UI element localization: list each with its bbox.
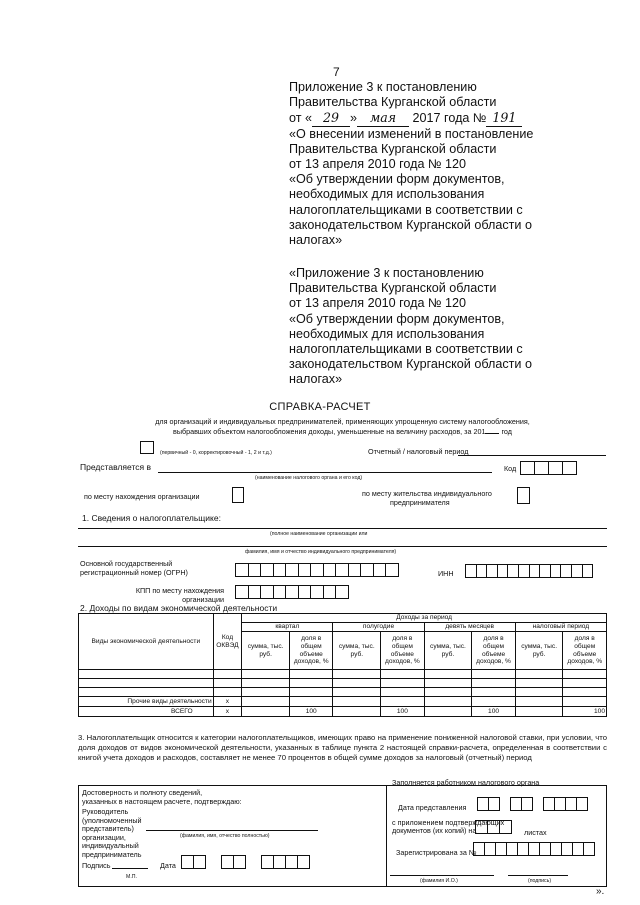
form-subtitle-2 [78, 427, 607, 436]
share-total: 100 [472, 707, 515, 717]
table-row-total [79, 707, 607, 717]
closing-quote: ». [596, 886, 605, 897]
ip-residence-line1: по месту жительства индивидуального [362, 489, 492, 498]
col-okved-header: Код ОКВЭД [213, 614, 242, 670]
digit-cell[interactable] [385, 563, 399, 577]
col-activity-header: Виды экономической деятельности [79, 614, 214, 670]
digit-cell[interactable] [335, 585, 349, 599]
section2-heading: 2. Доходы по видам экономической деятельности [80, 603, 278, 613]
correction-hint: (первичный - 0, корректировочный - 1, 2 и т.д.) [160, 450, 272, 456]
officer-sign-field[interactable] [508, 875, 568, 876]
digit-cell[interactable] [360, 563, 374, 577]
x-mark: x [213, 707, 242, 717]
head-line: (уполномоченный [82, 815, 142, 825]
share-total: 100 [563, 707, 607, 717]
header-line: Правительства Курганской области [289, 141, 497, 156]
header-line: «Об утверждении форм документов, [289, 172, 505, 187]
ip-name-hint: фамилия, имя и отчество индивидуального предпринимателя) [245, 549, 397, 555]
sub-share: доля в общем объеме доходов, % [472, 632, 515, 670]
digit-cell[interactable] [582, 564, 594, 578]
header-line: необходимых для использования [289, 326, 485, 341]
sub-share: доля в общем объеме доходов, % [381, 632, 424, 670]
authority-hint: (наименование налогового органа и его код) [255, 475, 363, 481]
header-line: «Об утверждении форм документов, [289, 311, 505, 326]
section1-heading: 1. Сведения о налогоплательщике: [82, 513, 221, 523]
head-line: представитель) [82, 824, 134, 833]
date-label: Дата [160, 861, 176, 870]
decree-header [289, 80, 619, 248]
header-line: законодательством Курганской области о [289, 217, 532, 232]
header-line: налогах» [289, 233, 343, 248]
digit-cell[interactable] [273, 563, 287, 577]
digit-cell[interactable] [260, 585, 274, 599]
sub-sum: сумма, тыс. руб. [515, 632, 563, 670]
registered-label: Зарегистрирована за № [396, 848, 477, 857]
appendix-header [289, 266, 619, 388]
head-line: организации, [82, 832, 126, 842]
digit-cell[interactable] [285, 585, 299, 599]
form-subtitle: для организаций и индивидуальных предпринимателей, применяющих упрощенную систему налогообложения, [155, 417, 530, 426]
attachments-label [392, 818, 505, 835]
ogrn-label [80, 559, 188, 577]
ip-residence-checkbox[interactable] [517, 487, 530, 504]
confirm-line1: Достоверность и полноту сведений, [82, 788, 203, 797]
head-line: индивидуальный [82, 841, 139, 850]
date-mid: » [350, 111, 358, 126]
fio-hint: (фамилия, имя, отчество полностью) [180, 833, 270, 839]
digit-cell[interactable] [285, 563, 299, 577]
header-line: «О внесении изменений в постановление [289, 126, 534, 141]
inn-cells[interactable] [466, 564, 593, 578]
share-total: 100 [289, 707, 332, 717]
kpp-cells[interactable] [236, 585, 349, 599]
paragraph-3: 3. Налогоплательщик относится к категории налогоплательщиков, имеющих право на применение пониженной налоговой ставки, при условии, что доля доходов от видов экономической деятельности, указанных в таблице пункта 2 настоящей справки-расчета, определенная в соответствии с книгой учета доходов и расходов, составляет не менее 70 процентов в общей сумме доходов за налоговый (отчетный) период [78, 733, 607, 762]
org-location-checkbox[interactable] [232, 487, 244, 503]
kpp-label [88, 586, 224, 604]
header-line: Правительства Курганской области [289, 281, 497, 296]
header-line: необходимых для использования [289, 187, 485, 202]
header-line: законодательством Курганской области о [289, 357, 532, 372]
table-row [79, 679, 607, 688]
head-fio-field[interactable] [146, 830, 318, 831]
digit-cell[interactable] [235, 563, 249, 577]
digit-cell[interactable] [348, 563, 362, 577]
attachments-line2: документов (их копий) на [392, 826, 477, 835]
head-line: предприниматель [82, 849, 142, 859]
digit-cell[interactable] [310, 563, 324, 577]
digit-cell[interactable] [298, 563, 312, 577]
table-row-other [79, 697, 607, 707]
code-label: Код [504, 464, 517, 473]
head-line: Руководитель [82, 807, 129, 816]
subtitle-year: год [501, 427, 512, 436]
submitted-date-day[interactable] [478, 797, 500, 811]
form-title: СПРАВКА-РАСЧЕТ [269, 401, 371, 413]
digit-cell[interactable] [248, 585, 262, 599]
header-line: от 13 апреля 2010 года № 120 [289, 296, 467, 311]
digit-cell[interactable] [335, 563, 349, 577]
date-submitted-label: Дата представления [398, 803, 467, 812]
officer-sign-hint: (подпись) [528, 878, 552, 884]
header-line: от 13 апреля 2010 года № 120 [289, 157, 467, 172]
submitted-date-year[interactable] [544, 797, 588, 811]
sheets-label: листах [524, 828, 547, 837]
sub-share: доля в общем объеме доходов, % [563, 632, 607, 670]
kpp-label-1: КПП по месту нахождения [135, 586, 224, 595]
digit-cell[interactable] [235, 585, 249, 599]
income-table [78, 613, 607, 717]
group-header: Доходы за период [242, 614, 607, 623]
tax-officer-title: Заполняется работником налогового органа [392, 778, 540, 787]
handwritten-month: мая [357, 110, 409, 126]
header-line: налогоплательщиками в соответствии с [289, 202, 523, 217]
ip-name-field[interactable] [78, 546, 607, 547]
correction-number-box[interactable] [140, 441, 154, 454]
ogrn-label-1: Основной государственный [80, 559, 173, 568]
date-year: 2017 года № [412, 111, 487, 126]
header-line: налогах» [289, 372, 343, 387]
org-name-hint: (полное наименование организации или [270, 531, 368, 537]
handwritten-day: 29 [312, 110, 350, 126]
inn-label: ИНН [438, 569, 454, 578]
date-prefix: от « [289, 111, 312, 126]
attachments-line1: с приложением подтверждающих [392, 818, 505, 827]
ip-residence-line2: предпринимателя [390, 498, 450, 507]
handwritten-number: 191 [486, 110, 522, 126]
stamp-label: М.П. [126, 874, 137, 880]
header-line: «Приложение 3 к постановлению [289, 266, 484, 280]
digit-cell[interactable] [323, 585, 337, 599]
submitted-to-label: Представляется в [80, 462, 151, 472]
digit-cell[interactable] [260, 563, 274, 577]
submitted-date-month[interactable] [511, 797, 533, 811]
header-line: Правительства Курганской области [289, 95, 497, 110]
period-field[interactable] [458, 455, 606, 456]
period-quarter: квартал [242, 623, 333, 632]
ogrn-label-2: регистрационный номер (ОГРН) [80, 568, 188, 577]
org-name-field[interactable] [78, 528, 607, 529]
period-tax-period: налоговый период [515, 623, 606, 632]
registration-number-cells[interactable] [474, 842, 595, 856]
confirm-line2: указанных в настоящем расчете, подтверждаю: [82, 797, 242, 806]
header-line: налогоплательщиками в соответствии с [289, 342, 523, 357]
sub-sum: сумма, тыс. руб. [333, 632, 381, 670]
period-label: Отчетный / налоговый период [368, 447, 469, 456]
share-total: 100 [381, 707, 424, 717]
period-half-year: полугодие [333, 623, 424, 632]
authority-field[interactable] [158, 472, 492, 473]
period-nine-months: девять месяцев [424, 623, 515, 632]
digit-cell[interactable] [310, 585, 324, 599]
header-date-line [289, 110, 619, 126]
org-location-label: по месту нахождения организации [84, 492, 200, 501]
sign-date-year[interactable] [262, 855, 310, 869]
sign-field[interactable] [112, 868, 148, 869]
ip-residence-label [362, 489, 492, 507]
sub-sum: сумма, тыс. руб. [242, 632, 290, 670]
authority-code-cells[interactable] [521, 461, 577, 475]
digit-cell[interactable] [373, 563, 387, 577]
sign-date-month[interactable] [222, 855, 246, 869]
table-row [79, 670, 607, 679]
head-label [82, 808, 142, 859]
subtitle-text: выбравших объектом налогообложения доходы, уменьшенные на величину расходов, за 201 [173, 427, 486, 436]
digit-cell[interactable] [298, 585, 312, 599]
page-number: 7 [333, 65, 340, 79]
header-line: Приложение 3 к постановлению [289, 80, 477, 94]
row-total-label: ВСЕГО [79, 707, 214, 717]
ogrn-cells[interactable] [236, 563, 399, 577]
sub-share: доля в общем объеме доходов, % [289, 632, 332, 670]
attachments-sheets-cells[interactable] [476, 820, 512, 834]
sign-label: Подпись [82, 861, 111, 870]
row-other-label: Прочие виды деятельности [79, 697, 214, 707]
confirm-text [82, 788, 242, 806]
sub-sum: сумма, тыс. руб. [424, 632, 472, 670]
kpp-label-2: организации [182, 595, 224, 604]
x-mark: x [213, 697, 242, 707]
digit-cell[interactable] [323, 563, 337, 577]
officer-fio-field[interactable] [390, 875, 494, 876]
digit-cell[interactable] [273, 585, 287, 599]
digit-cell[interactable] [248, 563, 262, 577]
officer-fio-hint: (фамилия И.О.) [420, 878, 458, 884]
table-row [79, 688, 607, 697]
sign-date-day[interactable] [182, 855, 206, 869]
